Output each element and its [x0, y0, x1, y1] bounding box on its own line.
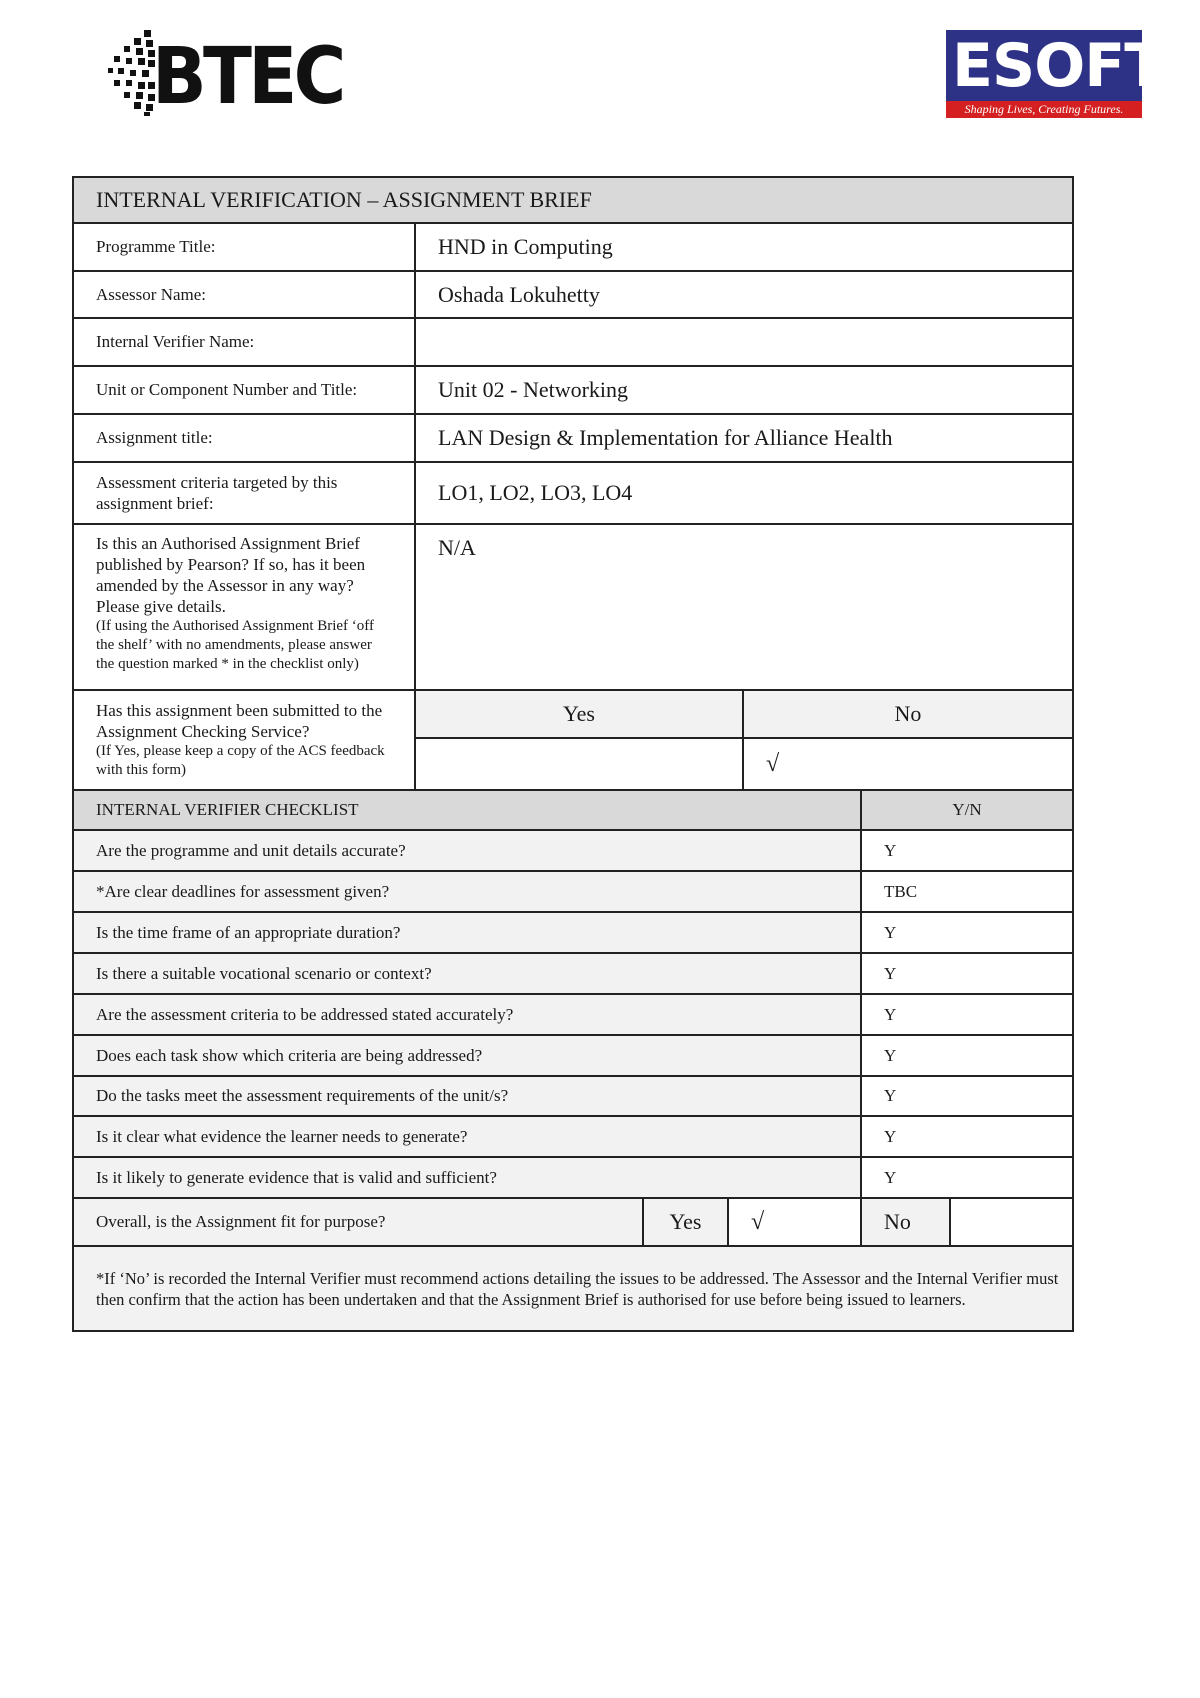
checklist-question: Is it likely to generate evidence that is valid and sufficient?	[74, 1158, 862, 1197]
acs-row	[74, 691, 1072, 791]
acs-note: (If Yes, please keep a copy of the ACS feedback with this form)	[96, 743, 385, 778]
verification-form	[72, 176, 1074, 1332]
checklist-row	[74, 1117, 1072, 1158]
authorised-brief-row	[74, 525, 1072, 691]
assignment-title-value: LAN Design & Implementation for Alliance Health	[438, 425, 893, 450]
acs-yes-header: Yes	[416, 691, 744, 737]
acs-label-cell	[74, 691, 416, 789]
field-row-criteria	[74, 463, 1072, 525]
footnote-row	[74, 1247, 1072, 1330]
form-title-row	[74, 178, 1072, 224]
esoft-tagline: Shaping Lives, Creating Futures.	[946, 101, 1142, 118]
checklist-question: Does each task show which criteria are being addressed?	[74, 1036, 862, 1075]
overall-fit-row	[74, 1199, 1072, 1247]
field-row-assignment	[74, 415, 1072, 463]
authorised-brief-question: Is this an Authorised Assignment Brief published by Pearson? If so, has it been amended by the Assessor in any way? Please give details.	[96, 534, 366, 616]
footnote-text: *If ‘No’ is recorded the Internal Verifier must recommend actions detailing the issues to be addressed. The Assessor and the Internal Verifier must then confirm that the action has been undertaken and that the Assignment Brief is authorised for use before being issued to learners.	[96, 1268, 1059, 1309]
checklist-answer: TBC	[862, 872, 1072, 911]
overall-yes-label: Yes	[644, 1199, 729, 1245]
acs-no-checkmark: √	[766, 750, 780, 777]
checklist-question: Are the programme and unit details accurate?	[74, 831, 862, 870]
criteria-value: LO1, LO2, LO3, LO4	[438, 480, 633, 505]
checklist-answer: Y	[862, 1036, 1072, 1075]
checklist-answer: Y	[862, 954, 1072, 993]
field-row-verifier	[74, 319, 1072, 367]
field-label: Unit or Component Number and Title:	[74, 367, 416, 413]
checklist-answer: Y	[862, 995, 1072, 1034]
field-label: Assessor Name:	[74, 272, 416, 317]
checklist-question: *Are clear deadlines for assessment given?	[74, 872, 862, 911]
checklist-row	[74, 1036, 1072, 1077]
authorised-brief-note: (If using the Authorised Assignment Brief ‘off the shelf’ with no amendments, please answer the question marked * in the checklist only)	[96, 618, 375, 672]
assessor-name-value: Oshada Lokuhetty	[438, 281, 600, 307]
overall-no-value	[951, 1199, 1072, 1245]
checklist-question: Is the time frame of an appropriate duration?	[74, 913, 862, 952]
overall-yes-checkmark: √	[729, 1199, 862, 1245]
esoft-wordmark: ESOFT	[952, 31, 1165, 101]
field-label	[74, 463, 416, 523]
checklist-row	[74, 954, 1072, 995]
checklist-answer: Y	[862, 831, 1072, 870]
acs-yes-value	[416, 739, 744, 789]
btec-dots-icon	[108, 26, 156, 116]
checklist-answer: Y	[862, 913, 1072, 952]
checklist-row	[74, 1158, 1072, 1199]
checklist-question: Are the assessment criteria to be addressed stated accurately?	[74, 995, 862, 1034]
field-row-assessor	[74, 272, 1072, 319]
checklist-row	[74, 831, 1072, 872]
acs-question: Has this assignment been submitted to the Assignment Checking Service?	[96, 701, 383, 741]
field-label: Programme Title:	[74, 224, 416, 270]
checklist-row	[74, 1077, 1072, 1117]
field-row-programme	[74, 224, 1072, 272]
overall-question: Overall, is the Assignment fit for purpose?	[74, 1199, 644, 1245]
checklist-yn-heading: Y/N	[952, 800, 982, 819]
checklist-row	[74, 872, 1072, 913]
checklist-answer: Y	[862, 1117, 1072, 1156]
form-title: INTERNAL VERIFICATION – ASSIGNMENT BRIEF	[96, 187, 592, 212]
checklist-heading: INTERNAL VERIFIER CHECKLIST	[74, 791, 862, 829]
checklist-row	[74, 995, 1072, 1036]
checklist-answer: Y	[862, 1158, 1072, 1197]
field-label: Internal Verifier Name:	[74, 319, 416, 365]
checklist-question: Do the tasks meet the assessment requirements of the unit/s?	[74, 1077, 862, 1115]
checklist-answer: Y	[862, 1077, 1072, 1115]
acs-no-header: No	[744, 691, 1072, 737]
esoft-logo	[946, 30, 1165, 118]
programme-title-value: HND in Computing	[438, 234, 613, 259]
authorised-brief-value: N/A	[438, 535, 476, 560]
field-row-unit	[74, 367, 1072, 415]
btec-logo	[108, 26, 358, 122]
acs-answer-grid	[416, 691, 1072, 789]
field-label: Assignment title:	[74, 415, 416, 461]
btec-wordmark: BTEC	[152, 32, 343, 122]
checklist-row	[74, 913, 1072, 954]
criteria-label: Assessment criteria targeted by this assignment brief:	[96, 473, 338, 513]
checklist-question: Is there a suitable vocational scenario or context?	[74, 954, 862, 993]
checklist-question: Is it clear what evidence the learner needs to generate?	[74, 1117, 862, 1156]
acs-answer-values	[416, 739, 1072, 789]
authorised-brief-label-cell	[74, 525, 416, 689]
acs-answer-headers	[416, 691, 1072, 739]
internal-verifier-value	[416, 319, 1072, 365]
overall-no-label: No	[862, 1199, 951, 1245]
checklist-header-row	[74, 791, 1072, 831]
unit-title-value: Unit 02 - Networking	[438, 377, 629, 402]
